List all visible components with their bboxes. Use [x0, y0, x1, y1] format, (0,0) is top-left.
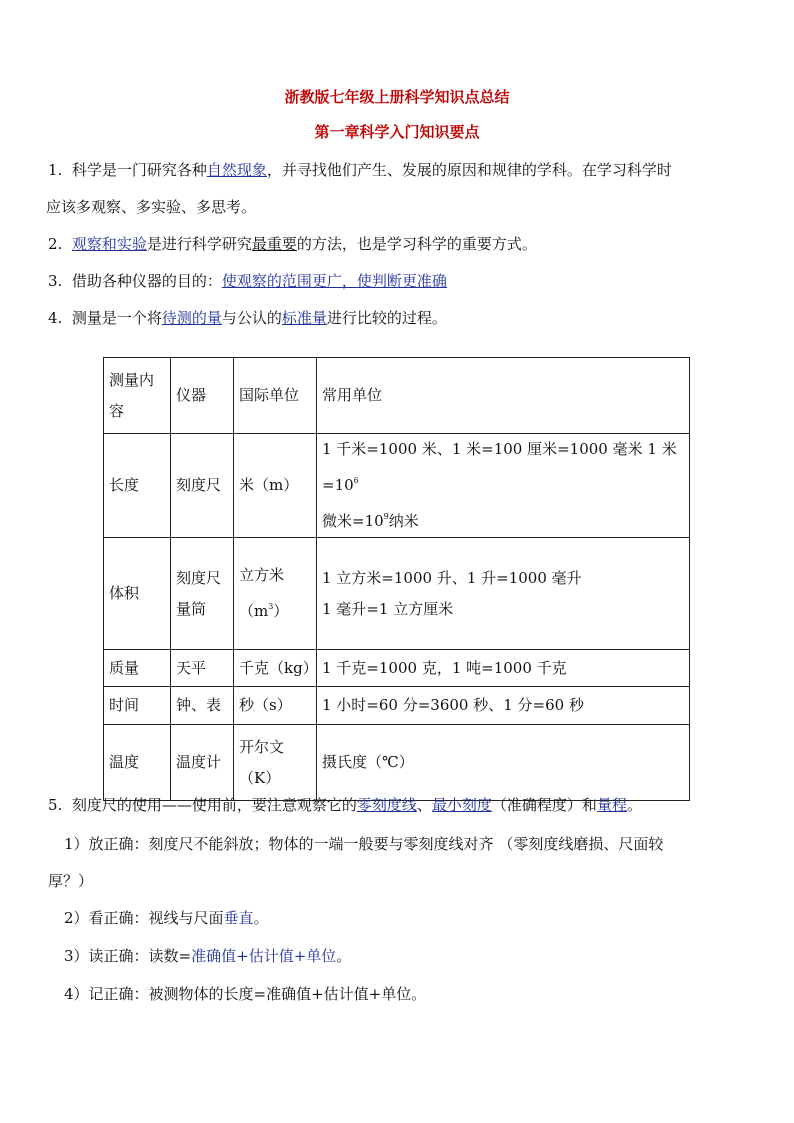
- table-cell: 摄氏度（℃）: [317, 725, 690, 801]
- paragraph-1: [48, 152, 748, 226]
- table-cell: 长度: [104, 434, 171, 538]
- text: 刻度尺的使用——使用前，要注意观察它的: [71, 796, 357, 814]
- link-standard-quantity[interactable]: 标准量: [281, 309, 327, 327]
- paragraph-2: [48, 226, 748, 263]
- table-row: [104, 650, 690, 687]
- text: 的方法，也是学习科学的重要方式。: [296, 235, 537, 253]
- table-cell: 温度: [104, 725, 171, 801]
- text: 进行比较的过程。: [326, 309, 447, 327]
- highlight-reading: 准确值+估计值+单位: [191, 947, 337, 965]
- text: 。: [626, 796, 642, 814]
- text: 微米=10: [322, 512, 384, 530]
- table-cell: 温度计: [171, 725, 234, 801]
- text: 。: [253, 909, 269, 927]
- text: （准确程度）和: [491, 796, 597, 814]
- table-cell: 刻度尺: [171, 434, 234, 538]
- item-number: 4.: [48, 309, 63, 327]
- text: 厚？）: [48, 872, 94, 890]
- step-4: [64, 976, 764, 1013]
- paragraph-5: [48, 787, 748, 824]
- text: 4）记正确：被测物体的长度=准确值+估计值+单位。: [64, 985, 427, 1003]
- text: 1 立方米=1000 升、1 升=1000 毫升: [322, 568, 582, 587]
- text: ，并寻找他们产生、发展的原因和规律的学科。在学习科学时: [266, 161, 672, 179]
- table-cell: 开尔文（K）: [234, 725, 317, 801]
- item-number: 3.: [48, 272, 63, 290]
- text: 测量是一个将: [71, 309, 162, 327]
- text: 立方米: [239, 566, 285, 584]
- text: 量筒: [176, 599, 207, 618]
- table-cell: 钟、表: [171, 687, 234, 725]
- text: 借助各种仪器的目的：: [71, 272, 222, 290]
- text: 1）放正确：刻度尺不能斜放；物体的一端一般要与零刻度线对齐 （零刻度线磨损、尺面较: [64, 835, 664, 853]
- link-observation-experiment[interactable]: 观察和实验: [71, 235, 147, 253]
- text: （m: [239, 602, 269, 620]
- step-2: [64, 900, 764, 937]
- paragraph-3: [48, 263, 748, 300]
- exponent: 6: [353, 476, 359, 485]
- item-number: 5.: [48, 796, 63, 814]
- table-cell: 天平: [171, 650, 234, 687]
- text: 与公认的: [221, 309, 282, 327]
- item-number: 1.: [48, 161, 63, 179]
- table-cell: [171, 538, 234, 650]
- link-zero-mark[interactable]: 零刻度线: [356, 796, 417, 814]
- exponent: 9: [383, 512, 389, 521]
- table-cell: 体积: [104, 538, 171, 650]
- step-3: [64, 938, 764, 975]
- underlined-text: 最重要: [251, 235, 297, 253]
- table-row: [104, 687, 690, 725]
- text: 、: [416, 796, 432, 814]
- text: 是进行科学研究: [146, 235, 252, 253]
- table-cell: 米（m）: [234, 434, 317, 538]
- text: 3）读正确：读数=: [64, 947, 192, 965]
- highlight-vertical: 垂直: [223, 909, 254, 927]
- table-cell: [234, 538, 317, 650]
- table-cell: 千克（kg）: [234, 650, 317, 687]
- text: 2）看正确：视线与尺面: [64, 909, 224, 927]
- table-cell: 秒（s）: [234, 687, 317, 725]
- table-cell: 1 千克=1000 克，1 吨=1000 千克: [317, 650, 690, 687]
- table-row: [104, 538, 690, 650]
- table-cell: 时间: [104, 687, 171, 725]
- step-1: [48, 826, 764, 900]
- text: ）: [273, 602, 289, 620]
- link-measured-quantity[interactable]: 待测的量: [161, 309, 222, 327]
- table-cell: [317, 538, 690, 650]
- text: 1 千米=1000 米、1 米=100 厘米=1000 毫米 1 米=10: [322, 440, 677, 494]
- text: 1 毫升=1 立方厘米: [322, 599, 454, 618]
- table-header-row: [104, 358, 690, 434]
- table-cell: 质量: [104, 650, 171, 687]
- header-cell: 常用单位: [317, 358, 690, 434]
- link-min-scale[interactable]: 最小刻度: [431, 796, 492, 814]
- text: 。: [336, 947, 352, 965]
- text: 科学是一门研究各种: [71, 161, 207, 179]
- text: 刻度尺: [176, 568, 222, 587]
- header-cell: 仪器: [171, 358, 234, 434]
- link-purpose[interactable]: 使观察的范围更广，使判断更准确: [221, 272, 447, 290]
- link-range[interactable]: 量程: [596, 796, 627, 814]
- chapter-heading: 第一章科学入门知识要点: [314, 123, 480, 141]
- document-title: 浙教版七年级上册科学知识点总结: [284, 88, 510, 106]
- text: 应该多观察、多实验、多思考。: [46, 198, 257, 216]
- table-row: [104, 434, 690, 538]
- link-natural-phenomena[interactable]: 自然现象: [206, 161, 267, 179]
- paragraph-4: [48, 300, 748, 337]
- text: 纳米: [388, 512, 419, 530]
- exponent: 3: [268, 602, 274, 611]
- table-cell: 1 小时=60 分=3600 秒、1 分=60 秒: [317, 687, 690, 725]
- header-cell: 测量内容: [104, 358, 171, 434]
- measurement-table: [103, 357, 690, 801]
- header-cell: 国际单位: [234, 358, 317, 434]
- item-number: 2.: [48, 235, 63, 253]
- table-cell: [317, 434, 690, 538]
